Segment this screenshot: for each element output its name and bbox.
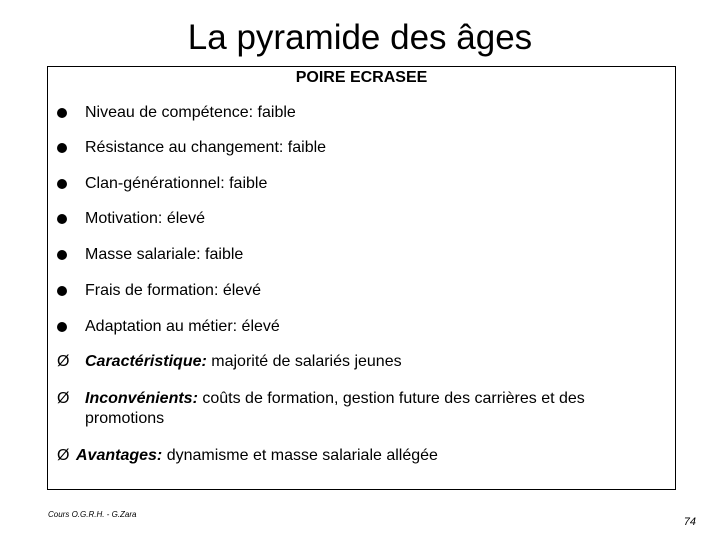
bullet-icon xyxy=(57,214,67,224)
arrow-bullet-icon: Ø xyxy=(57,447,70,464)
bullet-icon xyxy=(57,108,67,118)
detail-label: Avantages: xyxy=(76,447,163,464)
bullet-icon xyxy=(57,179,67,189)
bullet-text: Motivation: élevé xyxy=(85,210,206,227)
detail-text: dynamisme et masse salariale allégée xyxy=(162,447,438,464)
detail-item xyxy=(57,389,665,429)
bullet-text: Masse salariale: faible xyxy=(85,246,244,263)
bullet-icon xyxy=(57,143,67,153)
bullet-item xyxy=(57,138,665,158)
bullet-text: Adaptation au métier: élevé xyxy=(85,318,280,335)
detail-label: Caractéristique: xyxy=(85,353,207,370)
footer-credit: Cours O.G.R.H. - G.Zara xyxy=(48,510,137,519)
slide-title: La pyramide des âges xyxy=(187,18,533,57)
bullet-icon xyxy=(57,250,67,260)
bullet-item xyxy=(57,174,665,194)
bullet-item xyxy=(57,209,665,229)
arrow-bullet-icon: Ø xyxy=(57,353,70,370)
bullet-icon xyxy=(57,286,67,296)
page-number: 74 xyxy=(683,516,696,528)
detail-item xyxy=(57,352,665,372)
bullet-item xyxy=(57,281,665,301)
slide-subtitle: POIRE ECRASEE xyxy=(295,69,428,86)
content-frame xyxy=(47,66,676,490)
bullet-item xyxy=(57,317,665,337)
bullet-text: Résistance au changement: faible xyxy=(85,139,327,156)
arrow-bullet-icon: Ø xyxy=(57,390,70,407)
detail-text: majorité de salariés jeunes xyxy=(206,353,402,370)
bullet-text: Frais de formation: élevé xyxy=(85,282,262,299)
bullet-icon xyxy=(57,322,67,332)
bullet-item xyxy=(57,245,665,265)
detail-text: coûts de formation, gestion future des carrières et des promotions xyxy=(85,390,585,427)
bullet-text: Niveau de compétence: faible xyxy=(85,104,296,121)
detail-label: Inconvénients: xyxy=(85,390,198,407)
detail-item xyxy=(57,446,665,466)
bullet-text: Clan-générationnel: faible xyxy=(85,175,268,192)
bullet-item xyxy=(57,103,665,123)
